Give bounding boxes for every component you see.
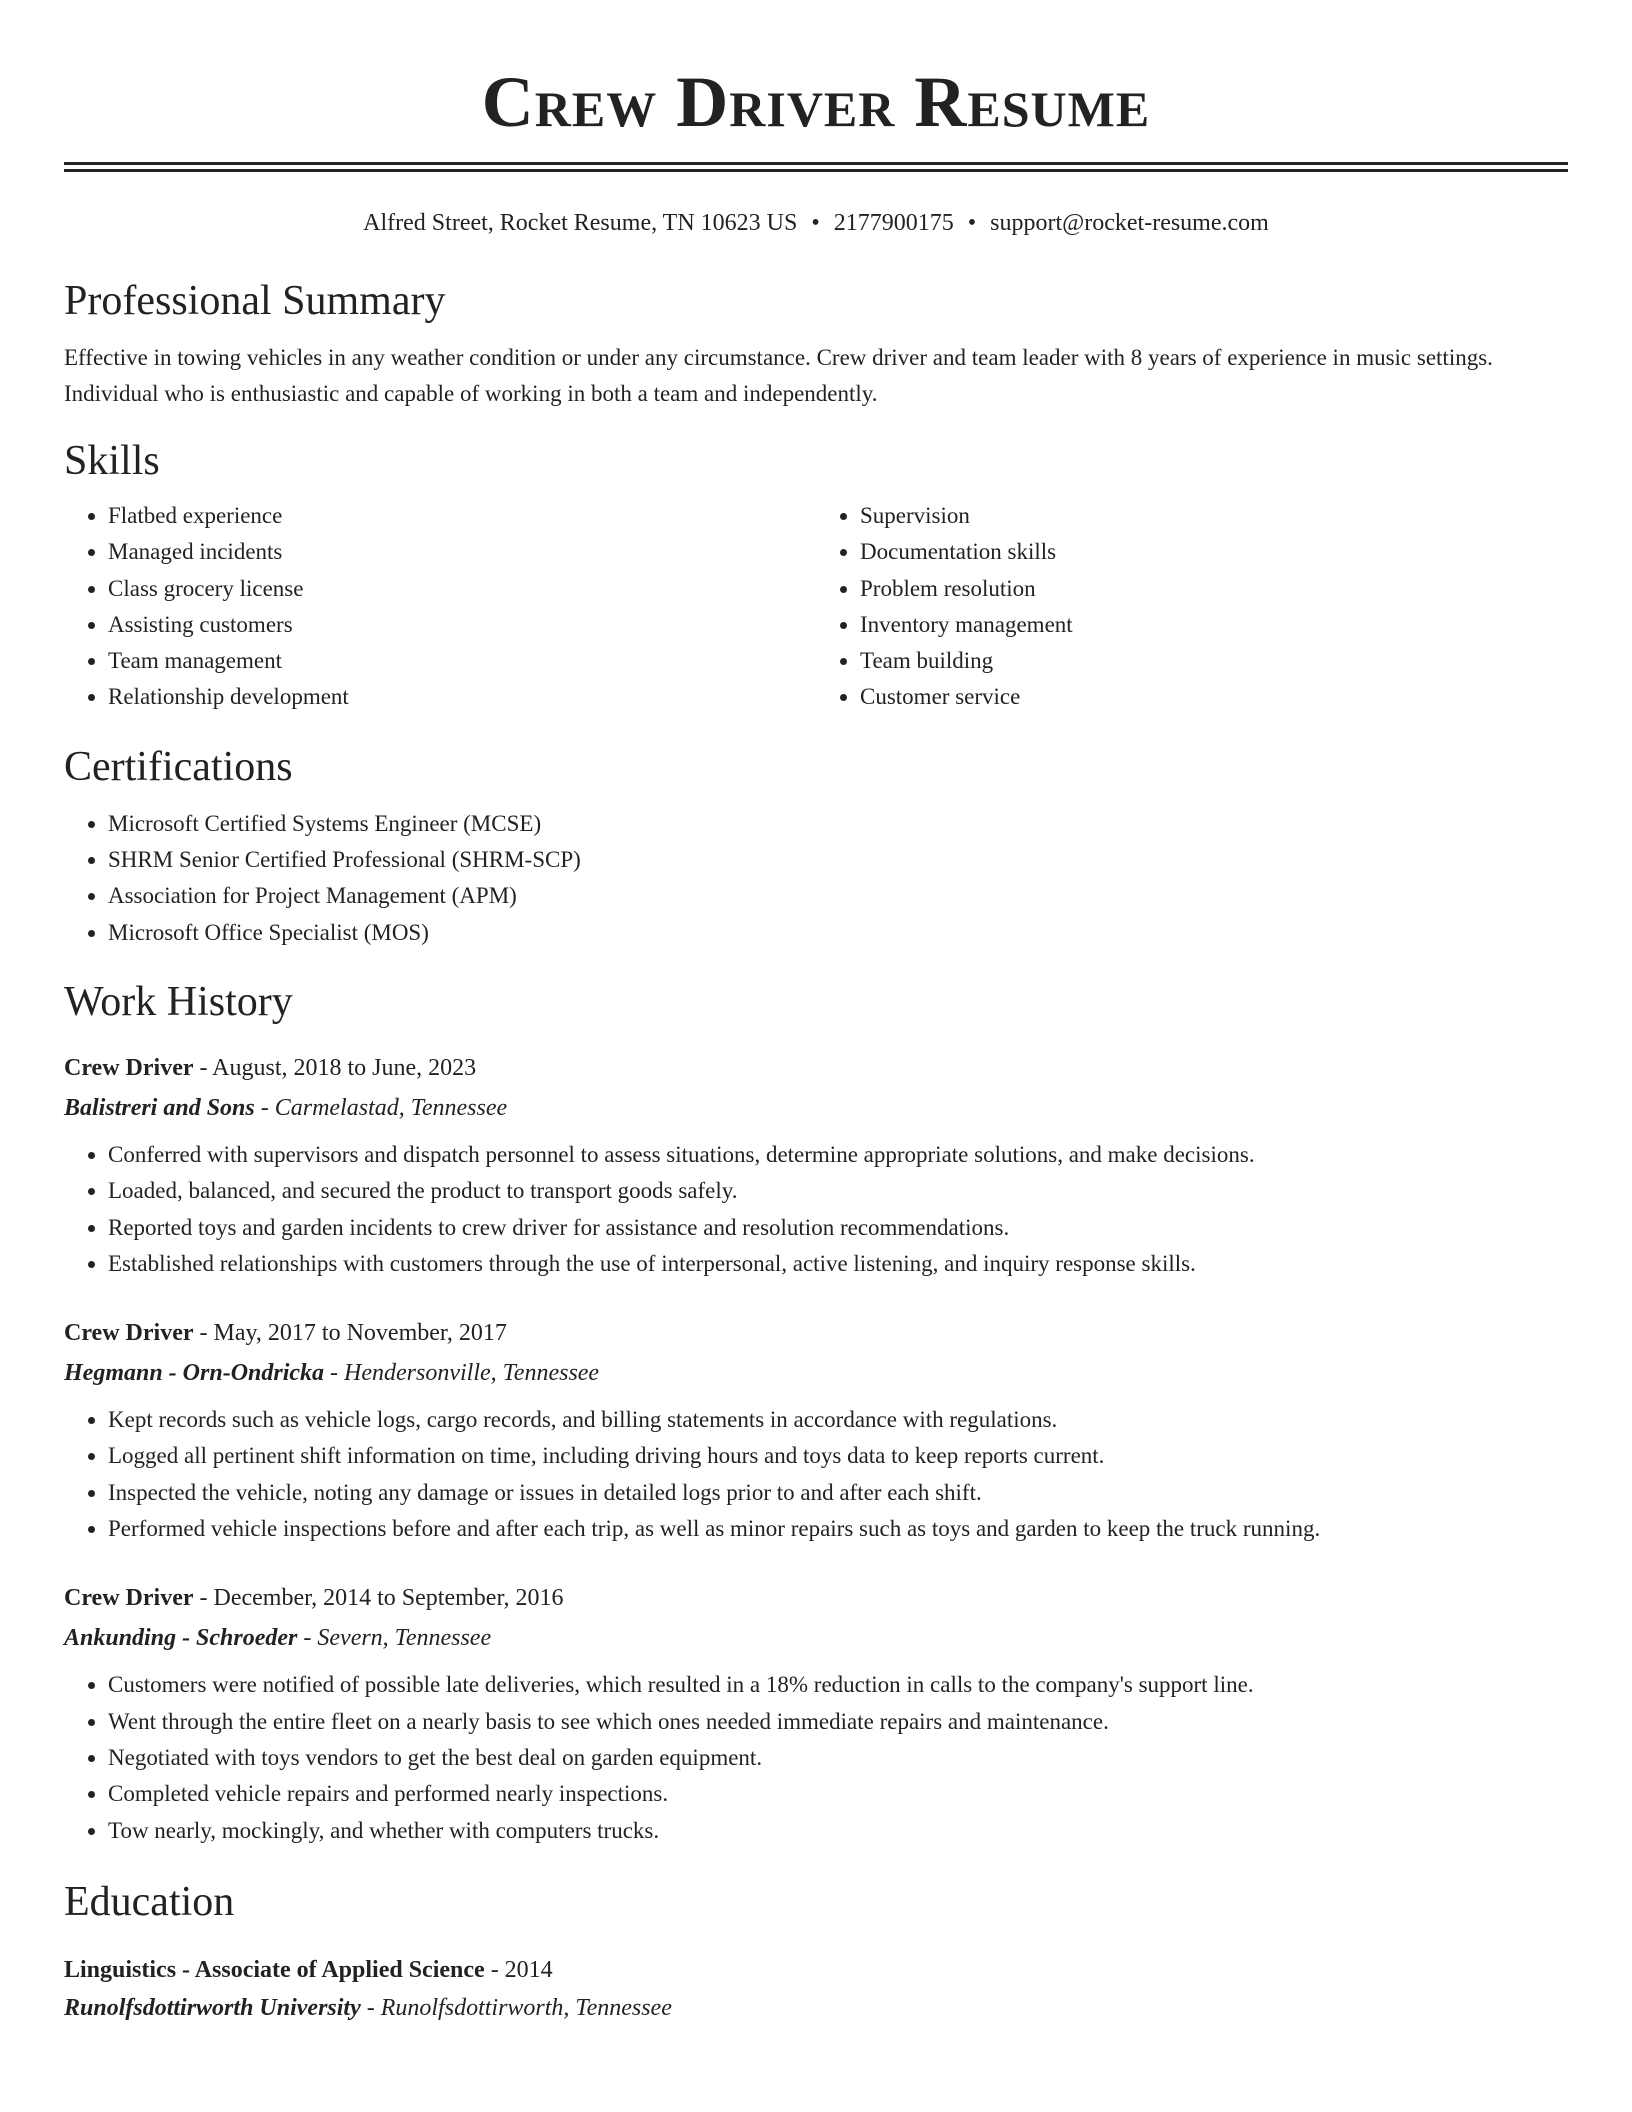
- skill-item: • Managed incidents: [108, 534, 816, 570]
- job-bullet: • Went through the entire fleet on a nearly basis to see which ones needed immediate repairs and maintenance.: [108, 1704, 1568, 1740]
- job-bullet: • Completed vehicle repairs and performed nearly inspections.: [108, 1776, 1568, 1812]
- job-location: - Severn, Tennessee: [297, 1625, 492, 1652]
- certifications-list: [64, 806, 1568, 951]
- skill-item: • Inventory management: [860, 607, 1568, 643]
- job-company: Balistreri and Sons: [64, 1094, 255, 1121]
- job-bullets: [64, 1137, 1568, 1282]
- job-bullet: • Inspected the vehicle, noting any damage or issues in detailed logs prior to and after each shift.: [108, 1475, 1568, 1511]
- skills-list-left: [64, 498, 816, 716]
- skill-item: • Flatbed experience: [108, 498, 816, 534]
- certification-item: • Association for Project Management (APM): [108, 878, 1568, 914]
- job-entry: [64, 1583, 1568, 1848]
- contact-separator: •: [967, 210, 977, 236]
- job-title: Crew Driver: [64, 1585, 194, 1612]
- title-double-rule: [64, 162, 1568, 172]
- job-company-line: [64, 1358, 1568, 1388]
- contact-separator: •: [811, 210, 820, 236]
- skill-item: • Team building: [860, 643, 1568, 679]
- job-bullet: • Established relationships with customers through the use of interpersonal, active listening, and inquiry response skills.: [108, 1246, 1568, 1282]
- skill-item: • Supervision: [860, 498, 1568, 534]
- job-company-line: [64, 1093, 1568, 1123]
- job-location: - Carmelastad, Tennessee: [254, 1094, 508, 1121]
- job-title: Crew Driver: [64, 1320, 194, 1347]
- job-entry: [64, 1053, 1568, 1282]
- skill-item: • Problem resolution: [860, 571, 1568, 607]
- skill-item: • Relationship development: [108, 679, 816, 715]
- skill-item: • Assisting customers: [108, 607, 816, 643]
- job-bullet: • Negotiated with toys vendors to get the best deal on garden equipment.: [108, 1740, 1568, 1776]
- certification-item: • Microsoft Office Specialist (MOS): [108, 915, 1568, 951]
- job-title-line: [64, 1318, 1568, 1348]
- education-degree-line: [64, 1955, 1568, 1985]
- certification-item: • Microsoft Certified Systems Engineer (MCSE): [108, 806, 1568, 842]
- job-bullets: [64, 1667, 1568, 1848]
- job-bullet: • Logged all pertinent shift information on time, including driving hours and toys data to keep reports current.: [108, 1438, 1568, 1474]
- education-year: - 2014: [484, 1956, 553, 1983]
- job-dates: - December, 2014 to September, 2016: [193, 1585, 564, 1612]
- job-location: - Hendersonville, Tennessee: [324, 1360, 600, 1387]
- job-bullet: • Customers were notified of possible late deliveries, which resulted in a 18% reduction in calls to the company's support line.: [108, 1667, 1568, 1703]
- contact-address: Alfred Street, Rocket Resume, TN 10623 US: [363, 210, 798, 236]
- job-bullet: • Loaded, balanced, and secured the product to transport goods safely.: [108, 1173, 1568, 1209]
- education-school-line: [64, 1993, 1568, 2023]
- contact-email: support@rocket-resume.com: [990, 210, 1269, 236]
- contact-phone: 2177900175: [833, 210, 954, 236]
- job-bullet: • Conferred with supervisors and dispatch personnel to assess situations, determine appropriate solutions, and make decisions.: [108, 1137, 1568, 1173]
- job-title-line: [64, 1053, 1568, 1083]
- certifications-heading: Certifications: [64, 743, 293, 790]
- summary-heading: Professional Summary: [64, 278, 446, 324]
- job-bullets: [64, 1402, 1568, 1547]
- education-location: - Runolfsdottirworth, Tennessee: [360, 1994, 672, 2021]
- work-history-heading: Work History: [64, 978, 293, 1025]
- summary-text: Effective in towing vehicles in any weather condition or under any circumstance. Crew driver and team leader with 8 years of experience in music settings. Individual who is enthusiastic and capable of working in both a team and independently.: [64, 345, 1493, 406]
- job-company-line: [64, 1623, 1568, 1653]
- education-heading: Education: [64, 1878, 235, 1925]
- job-bullet: • Kept records such as vehicle logs, cargo records, and billing statements in accordance with regulations.: [108, 1402, 1568, 1438]
- job-company: Hegmann - Orn-Ondricka: [64, 1360, 325, 1387]
- job-bullet: • Reported toys and garden incidents to crew driver for assistance and resolution recommendations.: [108, 1210, 1568, 1246]
- job-dates: - August, 2018 to June, 2023: [193, 1054, 477, 1081]
- certification-item: • SHRM Senior Certified Professional (SHRM-SCP): [108, 842, 1568, 878]
- skills-heading: Skills: [64, 438, 160, 484]
- skill-item: • Customer service: [860, 679, 1568, 715]
- education-degree: Linguistics - Associate of Applied Science: [64, 1956, 485, 1983]
- skill-item: • Class grocery license: [108, 571, 816, 607]
- job-title: Crew Driver: [64, 1054, 194, 1081]
- skills-list-right: [816, 498, 1568, 716]
- resume-title: Crew Driver Resume: [481, 62, 1151, 142]
- skill-item: • Documentation skills: [860, 534, 1568, 570]
- job-bullet: • Tow nearly, mockingly, and whether with computers trucks.: [108, 1813, 1568, 1849]
- contact-line: [64, 208, 1568, 238]
- job-title-line: [64, 1583, 1568, 1613]
- job-entry: [64, 1318, 1568, 1547]
- job-bullet: • Performed vehicle inspections before and after each trip, as well as minor repairs such as toys and garden to keep the truck running.: [108, 1511, 1568, 1547]
- skill-item: • Team management: [108, 643, 816, 679]
- job-dates: - May, 2017 to November, 2017: [193, 1320, 507, 1347]
- skills-columns: [64, 498, 1568, 716]
- education-school: Runolfsdottirworth University: [64, 1994, 361, 2021]
- job-company: Ankunding - Schroeder: [64, 1625, 298, 1652]
